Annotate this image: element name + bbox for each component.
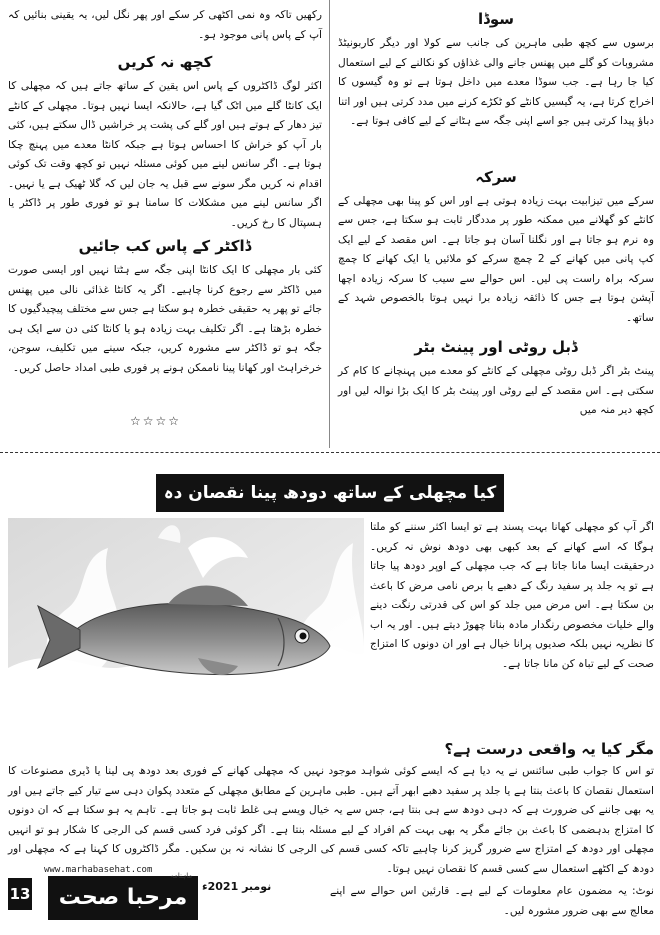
soda-heading: سوڈا	[478, 10, 514, 28]
section-divider	[0, 452, 660, 453]
fish-milk-photo	[8, 518, 364, 730]
article-body	[8, 762, 654, 879]
issue-date: نومبر 2021ء	[202, 880, 272, 893]
article-intro-paragraph: اگر آپ کو مچھلی کھانا بہت پسند ہے تو ایسا اکثر سننے کو ملتا ہوگا کہ اسے کھانے کے بعد کبھی بھی دودھ نوش نہ کریں۔ درحقیقت ایسا مانا جاتا ہے کہ جب مچھلی کے اوپر دودھ پیا جاتا ہے تو یہ جلد پر سفید رنگ کے دھبے یا برص نامی مرض کا باعث بن سکتا ہے۔ اس مرض میں جلد کو اس کی قدرتی رنگت دینے والے خلیات مخصوص رنگدار مادہ بنانا چھوڑ دیتے ہیں۔ اور یہ اب کا نظریہ نہیں بلکہ صدیوں پرانا خیال ہے اور ان دونوں کا امتزاج صحت کے لیے تباہ کن مانا جاتا ہے۔	[370, 521, 654, 670]
website-url: www.marhabasehat.com	[44, 865, 153, 875]
article-note	[330, 882, 654, 921]
fish-milk-illustration	[8, 518, 364, 730]
page-number: 13	[8, 878, 32, 910]
column-divider	[329, 0, 330, 448]
soda-paragraph: برسوں سے کچھ طبی ماہرین کی جانب سے کولا اور دیگر کاربونیٹڈ مشروبات کو گلے میں پھنس جانے والی غذاؤں کو نکالنے کے لیے استعمال کیا جا رہا ہے۔ جب سوڈا معدے میں داخل ہوتا ہے تو وہ گیسوں کا اخراج کرتا ہے، یہ گیسیں کانٹے کو ٹکڑے کرنے میں مدد کرتی ہیں اور اتنا دباؤ پیدا کرتی ہیں جو اسے اپنی جگہ سے ہٹانے کے لیے کافی ہوتا ہے۔	[338, 37, 654, 127]
nothing-paragraph: اکثر لوگ ڈاکٹروں کے پاس اس یقین کے ساتھ جاتے ہیں کہ مچھلی کا ایک کانٹا گلے میں اٹک گیا ہے، حالانکہ ایسا نہیں ہوتا۔ مچھلی کے کانٹے تیز دھار کے ہوتے ہیں اور گلے کی پشت پر خراشیں ڈال سکتے ہیں، کئی بار آپ کو خراش کا احساس ہوتا ہے جبکہ کانٹا معدے میں پہنچ چکا ہوتا ہے۔ اگر سانس لینے میں کوئی مسئلہ نہیں تو کچھ وقت تک کوئی اقدام نہ کریں مگر سونے سے قبل یہ جان لیں کہ گلا ٹھیک ہے یا نہیں۔ اگر سانس لینے میں مشکلات کا سامنا ہو تو فوری طور پر ڈاکٹر یا ہسپتال کا رخ کریں۔	[8, 80, 322, 229]
bread-paragraph: پینٹ بٹر اگر ڈبل روٹی مچھلی کے کانٹے کو معدے میں پہنچانے کا کام کر سکتی ہے۔ اس مقصد کے لیے روٹی اور پینٹ بٹر کا ایک بڑا نوالہ لیں اور کچھ دیر منہ میں	[338, 365, 654, 416]
magazine-logo: مرحبا صحت	[48, 876, 198, 920]
question-heading-wrap	[330, 738, 654, 760]
left-column	[8, 6, 322, 378]
nothing-heading: کچھ نہ کریں	[117, 53, 213, 71]
note-paragraph: نوٹ: یہ مضمون عام معلومات کے لیے ہے۔ قارئین اس حوالے سے اپنے معالج سے بھی ضرور مشورہ لیں۔	[330, 885, 654, 917]
doctor-heading: ڈاکٹر کے پاس کب جائیں	[78, 237, 252, 255]
intro-paragraph: رکھیں تاکہ وہ نمی اکٹھی کر سکے اور پھر نگل لیں، یہ یقینی بنائیں کہ آپ کے پاس پانی موجود ہو۔	[8, 9, 322, 41]
bread-heading: ڈبل روٹی اور پینٹ بٹر	[414, 338, 578, 356]
doctor-paragraph: کئی بار مچھلی کا ایک کانٹا اپنی جگہ سے ہٹتا نہیں اور ایسی صورت میں ڈاکٹر سے رجوع کرنا چاہیے۔ اگر یہ کانٹا غذائی نالی میں پھنس جائے تو پھر یہ حقیقی خطرہ ہو سکتا ہے جس سے مختلف پیچیدگیوں کا خطرہ بڑھتا ہے۔ اگر تکلیف بہت زیادہ ہو یا کانٹا کئی دن سے ایک ہی جگہ ہو تو ڈاکٹر سے مشورہ کریں، جبکہ سینے میں تکلیف، سوجن، خرخراہٹ اور کھانا پینا ناممکن ہونے پر فوری طبی امداد حاصل کریں۔	[8, 264, 322, 374]
article-body-paragraph: تو اس کا جواب طبی سائنس نے یہ دیا ہے کہ ایسے کوئی شواہد موجود نہیں کہ مچھلی کھانے کے فوری بعد دودھ پی لینا یا ڈیری مصنوعات کا استعمال نقصان کا باعث بنتا ہے یا جلد پر سفید دھبے ابھر آتے ہیں۔ طبی ماہرین کے مطابق مچھلی کے متعدد پکوان دہی سے تیار کیے جاتے ہیں اور یہ بھی جاننے کی ضرورت ہے کہ دہی دودھ سے ہی بنتا ہے، جس سے یہ خیال ویسے ہی غلط ثابت ہو جاتا ہے۔ تاہم یہ ہو سکتا ہے کہ ان دونوں کا امتزاج بدہضمی کا باعث بن جائے مگر یہ بھی بہت کم افراد کے لیے مسئلہ بنتا ہے۔ اگر کوئی فرد کسی قسم کی الرجی کا شکار ہو تو انہیں مچھلی اور دودھ کے امتزاج سے ضرور گریز کرنا چاہیے تاکہ کسی قسم کی الرجی کا نشانہ نہ بن سکیں۔ مگر ڈاکٹروں کا کہنا ہے کہ مچھلی اور دودھ کے اکٹھے استعمال سے کسی قسم کا نقصان نہیں ہوتا۔	[8, 765, 654, 875]
article-title: کیا مچھلی کے ساتھ دودھ پینا نقصان دہ	[156, 474, 504, 512]
section-end-stars: ☆☆☆☆	[130, 414, 182, 428]
article-side-column	[370, 518, 654, 674]
magazine-label: ماہنامہ	[170, 872, 193, 880]
vinegar-heading: سرکہ	[475, 167, 517, 186]
right-column	[338, 6, 654, 421]
question-heading: مگر کیا یہ واقعی درست ہے؟	[444, 740, 654, 758]
vinegar-paragraph: سرکے میں تیزابیت بہت زیادہ ہوتی ہے اور اس کو پینا بھی مچھلی کے کانٹے کو گھلانے میں ممکنہ طور پر مددگار ثابت ہو سکتا ہے، جس سے وہ نرم ہو جاتا ہے اور نگلنا آسان ہو جاتا ہے۔ اس مقصد کے لیے ایک کپ پانی میں کھانے کے 2 چمچ سرکے کو ملائیں یا ایک کھانے کا چمچ سرکہ براہ راست پی لیں۔ اس حوالے سے سیب کا سرکہ زیادہ اچھا آپشن ہوتا ہے جس کا ذائقہ زیادہ برا نہیں ہوتا بالخصوص شہد کے ساتھ۔	[338, 194, 655, 324]
